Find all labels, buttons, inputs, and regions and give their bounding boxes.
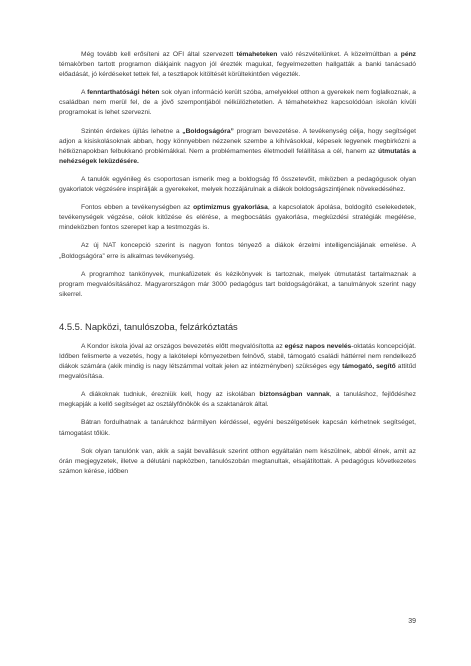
text-run: A — [81, 89, 88, 97]
paragraph — [59, 127, 416, 167]
page-number: 39 — [408, 618, 416, 625]
paragraph — [59, 447, 416, 477]
text-run: A tanulók egyénileg és csoportosan ismerik meg a boldogság fő összetevőit, miközben a pedagógusok olyan gyakorlatok végzésére inspirálják a gyerekeket, melyek hozzájárulnak a diákok boldogságszintjének növekedéséhez. — [59, 175, 416, 194]
text-run: -oktatás koncepcióját. Időben felismerte a vezetés, hogy a lakótelepi környezetben felnövő, stabil, támogató családi háttérrel nem rendelkező diákok számára (akik mindig is nagy létszámmal voltak jelen az intézményben) szükséges egy — [59, 342, 417, 371]
paragraph — [59, 175, 416, 195]
bold-text: pénz — [400, 51, 416, 58]
paragraph — [59, 203, 416, 233]
paragraph — [59, 50, 416, 80]
text-run: attitűd megvalósítása. — [59, 363, 417, 381]
page-body — [59, 50, 416, 485]
text-run: Még tovább kell erősíteni az OFI által szervezett — [81, 51, 237, 58]
text-run: sok olyan információ került szóba, amelyekkel otthon a gyerekek nem foglalkoznak, a családban nem merül fel, de a jövő szempontjából nélkülözhetetlen. A témahetekhez kapcsolódóan iskolán kívüli programokat is lehet szervezni. — [59, 89, 416, 117]
bold-text: egész napos nevelés — [284, 342, 352, 350]
section-heading: 4.5.5. Napközi, tanulószoba, felzárkóztatás — [59, 320, 238, 332]
bold-text: optimizmus gyakorlása — [193, 204, 268, 212]
paragraph — [59, 88, 416, 118]
text-run: Fontos ebben a tevékenységben az — [81, 204, 194, 212]
paragraph — [59, 390, 416, 410]
bold-text: fenntarthatósági héten — [87, 89, 160, 97]
bold-text: témaheteken — [236, 51, 278, 58]
text-run: Sok olyan tanulónk van, akik a saját bevallásuk szerint otthon egyáltalán nem készülnek, abból élnek, amit az órán megjegyzetek, illetve a délutáni napközben, tanulószobán megtanultak, elsajátítottak. A pedagógus következetes számon kérése, időben — [59, 447, 416, 475]
bold-text: támogató, segítő — [342, 363, 396, 371]
section-paragraphs — [59, 50, 416, 300]
text-run: témakörben tartott programon diákjaink nagyon jól érezték magukat, fegyelmezetten hallgatták a banki tanácsadó előadását, jó kérdéseket tettek fel, a tesztlapok kitöltését körültekintően végezték. — [59, 61, 416, 79]
paragraph — [59, 342, 416, 382]
text-run: Bátran fordulhatnak a tanárukhoz bármilyen kérdéssel, egyéni beszélgetések kapcsán kérhetnek segítséget, támogatást tőlük. — [59, 419, 416, 437]
paragraph — [59, 241, 416, 261]
text-run: való részvételünket. A közelmúltban a — [277, 51, 401, 58]
paragraph — [59, 270, 416, 300]
bold-text: „Boldogságóra” — [182, 127, 234, 135]
text-run: Szintén érdekes újítás lehetne a — [81, 127, 183, 135]
paragraph — [59, 418, 416, 438]
bold-text: biztonságban vannak — [259, 391, 330, 399]
text-run: Az új NAT koncepció szerint is nagyon fontos tényező a diákok érzelmi intelligenciájának emelése. A „Boldogságóra” erre is alkalmas tevékenység. — [59, 242, 416, 260]
section-paragraphs-napkozi — [59, 342, 416, 477]
text-run: A Kondor iskola jóval az országos bevezetés előtt megvalósította az — [81, 342, 285, 350]
text-run: A diákoknak tudniuk, érezniük kell, hogy az iskolában — [81, 391, 260, 399]
text-run: , a tanuláshoz, fejlődéshez megkapják a kellő segítséget az osztályfőnökök és a szaktanárok által. — [59, 391, 416, 409]
bold-text: útmutatás a nehézségek leküzdésére. — [59, 147, 416, 165]
text-run: program bevezetése. A tevékenység célja, hogy segítséget adjon a kisiskolásoknak abban, hogy könnyebben nézzenek szembe a kihívásokkal, képesek legyenek megbirkózni a hétköznapokban felbukkanó problémákkal. Nem a problémamentes életmodell felállítása a cél, hanem az — [59, 127, 417, 155]
text-run: A programhoz tankönyvek, munkafüzetek és kézikönyvek is tartoznak, melyek útmutatást tartalmaznak a program megvalósításához. Magyarországon már 3000 pedagógus tart boldogságórákat, a tanulmányok szerint nagy sikerrel. — [59, 270, 416, 298]
text-run: , a kapcsolatok ápolása, boldogító cselekedetek, tevékenységek végzése, célok kitűzése és elérése, a megbocsátás gyakorlása, megküzdési stratégiák megélése, mindeközben fontos szerepet kap a testmozgás is. — [59, 204, 416, 232]
